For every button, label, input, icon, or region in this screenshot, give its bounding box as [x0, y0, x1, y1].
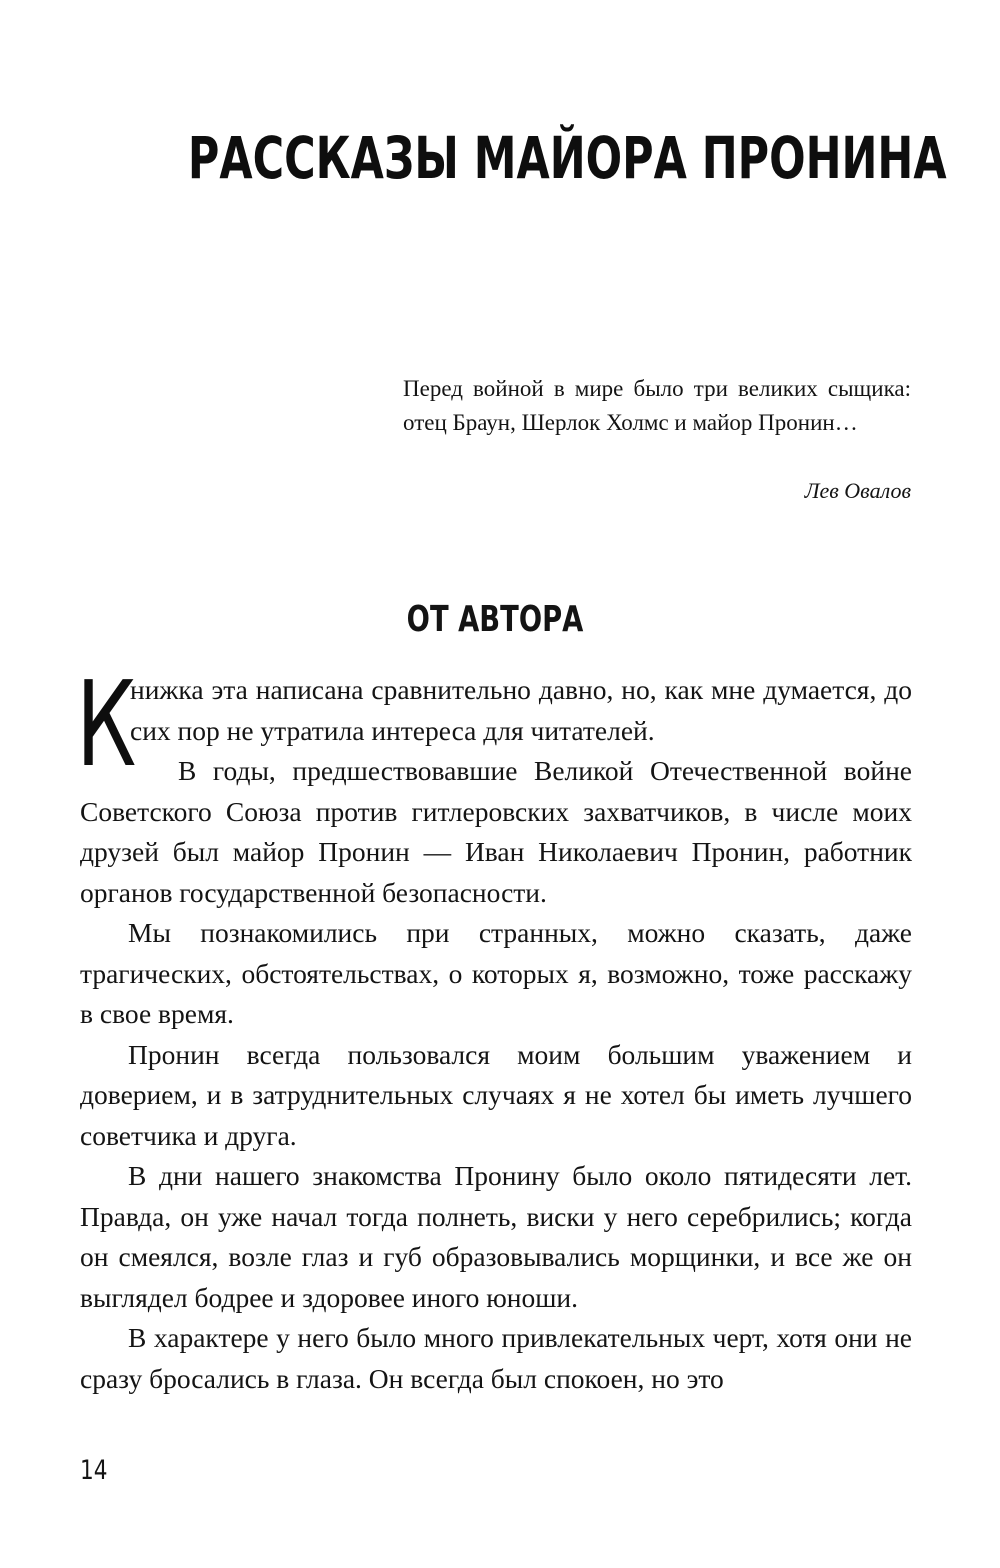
section-heading: ОТ АВТОРА [406, 599, 584, 640]
book-title: РАССКАЗЫ МАЙОРА ПРОНИНА [187, 124, 947, 192]
drop-cap: К [76, 655, 137, 793]
paragraph-1-text: нижка эта написана сравнительно давно, но, как мне думается, до сих пор не утратила интереса для читателей. [130, 674, 912, 746]
paragraph-2: В годы, предшествовавшие Великой Отечественной войне Советского Союза против гитлеровских захватчиков, в числе моих друзей был майор Пронин — Иван Николаевич Пронин, работник органов государственной безопасности. [80, 755, 912, 908]
page-number: 14 [80, 1455, 108, 1486]
paragraph-3: Мы познакомились при странных, можно сказать, даже трагических, обстоятельствах, о которых я, возможно, тоже расскажу в свое время. [80, 917, 912, 1029]
paragraph-4: Пронин всегда пользовался моим большим уважением и доверием, и в затруднительных случаях я не хотел бы иметь лучшего советчика и друга. [80, 1038, 912, 1151]
paragraph-1 [76, 655, 912, 793]
epigraph-author: Лев Овалов [804, 478, 911, 503]
paragraph-6: В характере у него было много привлекательных черт, хотя они не сразу бросались в глаза. Он всегда был спокоен, но это [80, 1322, 912, 1394]
body-text [76, 655, 912, 1399]
paragraph-5: В дни нашего знакомства Пронину было около пятидесяти лет. Правда, он уже начал тогда полнеть, виски у него серебрились; когда он смеялся, возле глаз и губ образовывались морщинки, и все же он выглядел бодрее и здоровее иного юноши. [80, 1160, 912, 1313]
epigraph-text: Перед войной в мире было три великих сыщика: отец Браун, Шерлок Холмс и майор Пронин… [403, 376, 911, 435]
